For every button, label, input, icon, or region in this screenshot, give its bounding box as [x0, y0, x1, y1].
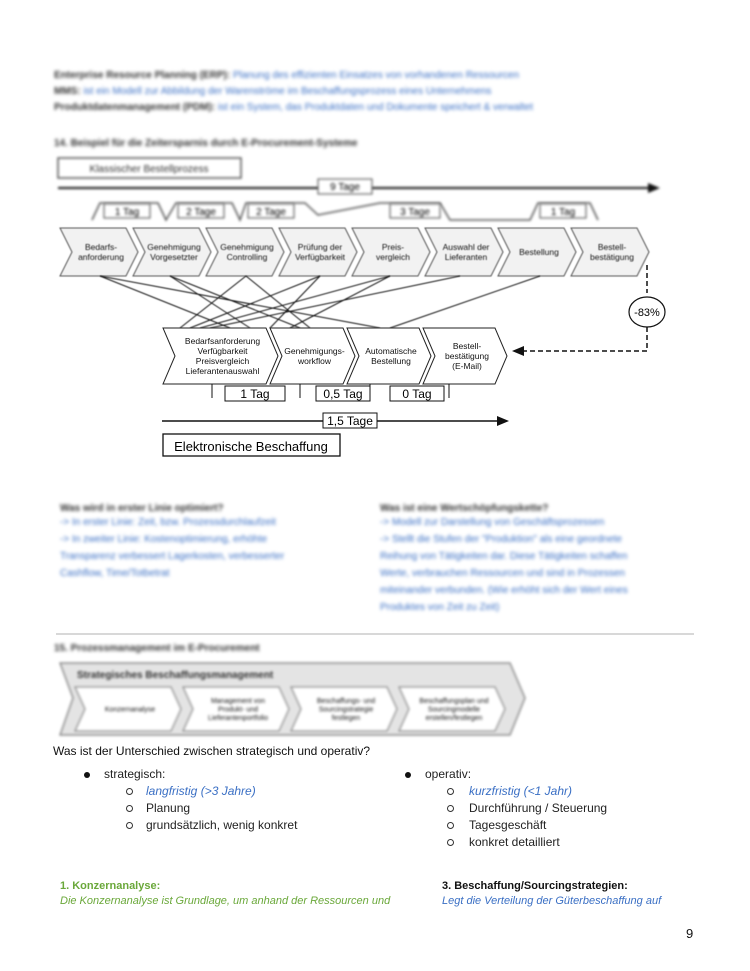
operativ-label: operativ: — [425, 767, 472, 781]
strategic-banner: Strategisches Beschaffungsmanagement — [77, 670, 274, 681]
connector-lines — [100, 276, 540, 328]
electronic-step-1-label: Lieferantenauswahl — [185, 365, 260, 376]
classic-duration-1: 1 Tag — [114, 207, 140, 218]
section-divider — [56, 633, 694, 635]
operativ-item — [405, 800, 705, 817]
bullet-dot-icon — [84, 772, 90, 778]
definition-mms: MMS: ist ein Modell zur Abbildung der Warenströme im Beschaffungsprozess eines Unternehmens — [54, 86, 492, 97]
classic-step-5-label: Preis- — [381, 241, 405, 252]
operativ-bullet — [405, 766, 705, 783]
operativ-item-2: Durchführung / Steuerung — [469, 801, 608, 815]
section-14-heading: 14. Beispiel für die Zeitersparnis durch E-Procurement-Systeme — [54, 138, 358, 149]
strategic-item — [84, 800, 384, 817]
classic-duration-2: 2 Tage — [186, 207, 216, 218]
question-right-line-3: Reihung von Tätigkeiten dar. Diese Tätigkeiten schaffen — [380, 551, 628, 562]
classic-total: 9 Tage — [330, 182, 360, 193]
definitions — [54, 70, 533, 118]
electronic-duration-1: 1 Tag — [240, 387, 270, 401]
question-left-line-2: -> In zweiter Linie: Kostenoptimierung, erhöhte — [60, 534, 268, 545]
operativ-item — [405, 783, 705, 800]
classic-steps — [60, 228, 649, 276]
s15-step-1-label: Konzernanalyse — [104, 706, 156, 714]
classic-duration-5: 1 Tag — [550, 207, 576, 218]
question-right-heading: Was ist eine Wertschöpfungskette? — [380, 503, 549, 514]
classic-duration-3: 2 Tage — [256, 207, 286, 218]
question-right-line-2: -> Stellt die Stufen der "Produktion" als eine geordnete — [380, 534, 622, 545]
s15-step-4-label: Sourcingmodelle — [427, 706, 481, 714]
konzernanalyse-text: Die Konzernanalyse ist Grundlage, um anhand der Ressourcen und — [60, 895, 391, 907]
s15-step-4-label: Beschaffungsplan und — [419, 697, 489, 705]
electronic-step-3-label: Automatische — [365, 345, 417, 356]
operativ-item — [405, 817, 705, 834]
classic-duration-4: 3 Tage — [400, 207, 430, 218]
classic-step-2-label: Vorgesetzter — [150, 251, 198, 262]
electronic-step-4-label: Bestell- — [452, 340, 482, 351]
classic-step-6-label: Auswahl der — [442, 241, 490, 252]
classic-step-4-label: Prüfung der — [297, 241, 343, 252]
question-left-heading: Was wird in erster Linie optimiert? — [60, 503, 224, 514]
electronic-step-2-label: workflow — [297, 355, 332, 366]
konzernanalyse-heading: 1. Konzernanalyse: — [60, 880, 161, 892]
sourcing-text: Legt die Verteilung der Güterbeschaffung auf — [442, 895, 662, 907]
bullet-circle-icon — [447, 822, 454, 829]
classic-step-3-label: Genehmigung — [220, 241, 274, 252]
electronic-duration-3: 0 Tag — [402, 387, 432, 401]
classic-label: Klassischer Bestellprozess — [89, 164, 209, 175]
electronic-step-4-label: (E-Mail) — [452, 360, 482, 371]
bullet-circle-icon — [447, 788, 454, 795]
definition-pdm: Produktdatenmanagement (PDM): ist ein System, das Produktdaten und Dokumente speichert & verwaltet — [54, 102, 534, 113]
strategic-item-1: langfristig (>3 Jahre) — [146, 784, 256, 798]
definition-erp: Enterprise Resource Planning (ERP): Planung des effizienten Einsatzes von vorhandenen Ressourcen — [54, 70, 520, 81]
operativ-column — [405, 766, 705, 851]
operativ-item — [405, 834, 705, 851]
sourcing-section — [442, 880, 732, 907]
strategic-item — [84, 817, 384, 834]
electronic-step-1-label: Verfügbarkeit — [197, 345, 248, 356]
classic-step-6-label: Lieferanten — [444, 251, 488, 262]
bullet-circle-icon — [447, 839, 454, 846]
classic-step-4-label: Verfügbarkeit — [294, 251, 346, 262]
s15-step-3-label: Beschaffungs- und — [316, 697, 376, 705]
strategic-column — [84, 766, 384, 834]
bullet-circle-icon — [126, 822, 133, 829]
question-left-line-4: Cashflow, Time/Totbetrat — [60, 568, 170, 579]
electronic-step-2-label: Genehmigungs- — [284, 345, 345, 356]
classic-step-5-label: vergleich — [375, 251, 411, 262]
classic-step-1-label: Bedarfs- — [84, 241, 118, 252]
electronic-step-4-label: bestätigung — [445, 350, 489, 361]
bullet-circle-icon — [447, 805, 454, 812]
reduction-indicator — [512, 265, 665, 356]
strategic-label: strategisch: — [104, 767, 166, 781]
classic-step-7-label: Bestellung — [519, 246, 559, 257]
s15-step-2-label: Produkt- und — [217, 706, 259, 714]
question-right-line-6: Produktes von Zeit zu Zeit) — [380, 602, 500, 613]
s15-step-2-label: Management von — [210, 697, 266, 705]
operativ-item-1: kurzfristig (<1 Jahr) — [469, 784, 573, 798]
strategic-item-3: grundsätzlich, wenig konkret — [146, 818, 298, 832]
procurement-diagram — [0, 150, 750, 470]
s15-step-3-label: festlegen — [331, 714, 361, 722]
section-15-heading: 15. Prozessmanagement im E-Procurement — [54, 643, 260, 654]
classic-step-2-label: Genehmigung — [147, 241, 201, 252]
sourcing-heading: 3. Beschaffung/Sourcingstrategien: — [442, 880, 628, 892]
operativ-item-3: Tagesgeschäft — [469, 818, 547, 832]
electronic-step-1-label: Bedarfsanforderung — [184, 335, 261, 346]
electronic-total: 1,5 Tage — [327, 414, 373, 428]
question-left-line-1: -> In erster Linie: Zeit, bzw. Prozessdurchlaufzeit — [60, 517, 276, 528]
compare-question: Was ist der Unterschied zwischen strategisch und operativ? — [53, 744, 371, 758]
electronic-step-1-label: Preisvergleich — [195, 355, 250, 366]
s15-step-3-label: Sourcingstrategie — [318, 706, 374, 714]
bullet-dot-icon — [405, 772, 411, 778]
classic-step-8-label: bestätigung — [590, 251, 634, 262]
classic-durations — [104, 204, 586, 218]
classic-step-8-label: Bestell- — [597, 241, 627, 252]
strategic-item — [84, 783, 384, 800]
s15-step-4-label: erstellen/festlegen — [425, 714, 483, 722]
strategic-bullet — [84, 766, 384, 783]
question-left-line-3: Transparenz verbessert Lagerkosten, verbesserter — [60, 551, 285, 562]
classic-step-3-label: Controlling — [226, 251, 268, 262]
bullet-circle-icon — [126, 788, 133, 795]
electronic-duration-2: 0,5 Tag — [323, 387, 363, 401]
classic-step-1-label: anforderung — [78, 251, 124, 262]
s15-step-2-label: Lieferantenportfolio — [208, 714, 268, 722]
electronic-steps — [163, 328, 507, 384]
question-left — [60, 503, 360, 582]
reduction-label: -83% — [634, 307, 660, 319]
electronic-total-arrow — [162, 413, 509, 428]
strategic-item-2: Planung — [146, 801, 191, 815]
electronic-durations — [212, 384, 449, 401]
electronic-label: Elektronische Beschaffung — [174, 439, 328, 454]
question-right — [380, 503, 690, 616]
process-management-diagram — [55, 660, 535, 740]
question-right-line-5: miteinander verbunden. (Wie erhöht sich der Wert eines — [380, 585, 628, 596]
question-right-line-4: Werte, verbrauchen Ressourcen und sind in Prozessen — [380, 568, 625, 579]
operativ-item-4: konkret detailliert — [469, 835, 560, 849]
page-number: 9 — [686, 926, 694, 941]
electronic-step-3-label: Bestellung — [371, 355, 411, 366]
bullet-circle-icon — [126, 805, 133, 812]
question-right-line-1: -> Modell zur Darstellung von Geschäftsprozessen — [380, 517, 605, 528]
konzernanalyse-section — [60, 880, 440, 907]
